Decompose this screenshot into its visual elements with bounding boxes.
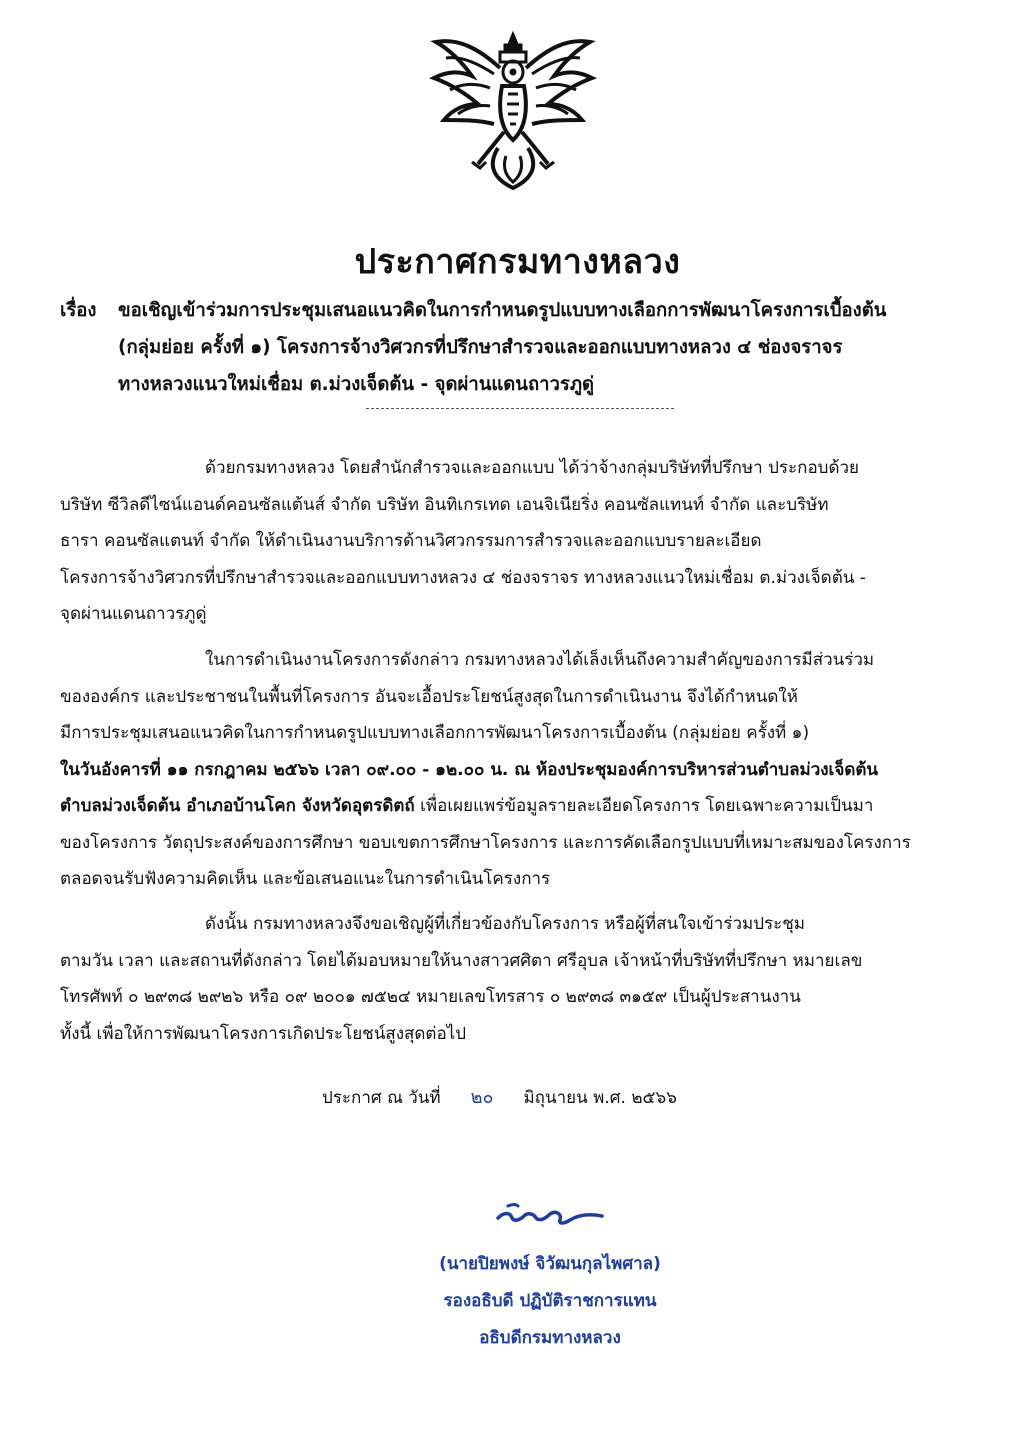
paragraph-line: ธารา คอนซัลแตนท์ จำกัด ให้ดำเนินงานบริการด้านวิศวกรรมการสำรวจและออกแบบรายละเอียด [60,531,762,551]
meeting-datetime-line: ในวันอังคารที่ ๑๑ กรกฎาคม ๒๕๖๖ เวลา ๐๙.๐๐ - ๑๒.๐๐ น. ณ ห้องประชุมองค์การบริหารส่วนตำบลม่วงเจ็ดต้น [60,759,879,780]
meeting-location: ตำบลม่วงเจ็ดต้น อำเภอบ้านโคก จังหวัดอุตรดิตถ์ [60,796,415,816]
paragraph-line: ในการดำเนินงานโครงการดังกล่าว กรมทางหลวงได้เล็งเห็นถึงความสำคัญของการมีส่วนร่วม [205,650,875,670]
announcement-date [322,1080,677,1116]
garuda-emblem-icon [428,28,598,193]
signatory-name: (นายปิยพงษ์ จิวัฒนกุลไพศาล) [439,1254,661,1274]
paragraph-line [60,788,985,825]
subject-text [118,292,983,403]
signatory-title: อธิบดีกรมทางหลวง [479,1328,621,1348]
subject-line: (กลุ่มย่อย ครั้งที่ ๑) โครงการจ้างวิศวกรที่ปรึกษาสำรวจและออกแบบทางหลวง ๔ ช่องจราจร [118,337,843,358]
paragraph-line: ดังนั้น กรมทางหลวงจึงขอเชิญผู้ที่เกี่ยวข้องกับโครงการ หรือผู้ที่สนใจเข้าร่วมประชุม [205,914,805,934]
paragraph-invitation-contact [60,906,985,1052]
signatory-position: รองอธิบดี ปฏิบัติราชการแทน [443,1291,657,1311]
paragraph-line: ตลอดจนรับฟังความคิดเห็น และข้อเสนอแนะในการดำเนินโครงการ [60,869,551,889]
subject-line: ขอเชิญเข้าร่วมการประชุมเสนอแนวคิดในการกำหนดรูปแบบทางเลือกการพัฒนาโครงการเบื้องต้น [118,300,887,321]
date-prefix: ประกาศ ณ วันที่ [322,1088,441,1108]
paragraph-line: จุดผ่านแดนถาวรภูดู่ [60,604,207,624]
paragraph-line: ขององค์กร และประชาชนในพื้นที่โครงการ อันจะเอื้อประโยชน์สูงสุดในการดำเนินงาน จึงได้กำหนดให้ [60,686,798,707]
date-day-handwritten: ๒๐ [470,1087,494,1108]
paragraph-line: โครงการจ้างวิศวกรที่ปรึกษาสำรวจและออกแบบทางหลวง ๔ ช่องจราจร ทางหลวงแนวใหม่เชื่อม ต.ม่วงเจ็ดต้น - [60,567,866,588]
separator-line [366,408,674,409]
paragraph-line: ด้วยกรมทางหลวง โดยสำนักสำรวจและออกแบบ ได้ว่าจ้างกลุ่มบริษัทที่ปรึกษา ประกอบด้วย [205,458,860,478]
paragraph-line: ทั้งนี้ เพื่อให้การพัฒนาโครงการเกิดประโยชน์สูงสุดต่อไป [60,1023,466,1044]
paragraph-meeting-details [60,642,985,898]
paragraph-line: ของโครงการ วัตถุประสงค์ของการศึกษา ขอบเขตการศึกษาโครงการ และการคัดเลือกรูปแบบที่เหมาะสมของโครงการ [60,832,911,853]
date-suffix: มิถุนายน พ.ศ. ๒๕๖๖ [523,1088,677,1108]
subject-line: ทางหลวงแนวใหม่เชื่อม ต.ม่วงเจ็ดต้น - จุดผ่านแดนถาวรภูดู่ [118,374,595,395]
paragraph-line: โทรศัพท์ ๐ ๒๙๓๘ ๒๙๒๖ หรือ ๐๙ ๒๐๐๑ ๗๕๒๔ หมายเลขโทรสาร ๐ ๒๙๓๘ ๓๑๕๙ เป็นผู้ประสานงาน [60,987,801,1007]
subject-label: เรื่อง [60,300,97,321]
signature-block [380,1246,720,1357]
paragraph-text: เพื่อเผยแพร่ข้อมูลรายละเอียดโครงการ โดยเฉพาะความเป็นมา [414,796,874,816]
paragraph-line: บริษัท ซีวิลดีไซน์แอนด์คอนซัลแต้นส์ จำกัด บริษัท อินทิเกรเทด เอนจิเนียริ่ง คอนซัลแทนท์ จำกัด และบริษัท [60,494,829,515]
paragraph-line: ตามวัน เวลา และสถานที่ดังกล่าว โดยได้มอบหมายให้นางสาวศศิตา ศรีอุบล เจ้าหน้าที่บริษัทที่ปรึกษา หมายเลข [60,950,863,971]
handwritten-signature [490,1196,610,1232]
paragraph-line: มีการประชุมเสนอแนวคิดในการกำหนดรูปแบบทางเลือกการพัฒนาโครงการเบื้องต้น (กลุ่มย่อย ครั้งที่ ๑) [60,723,810,743]
document-title: ประกาศกรมทางหลวง [354,242,681,282]
paragraph-announcement-background [60,450,985,633]
